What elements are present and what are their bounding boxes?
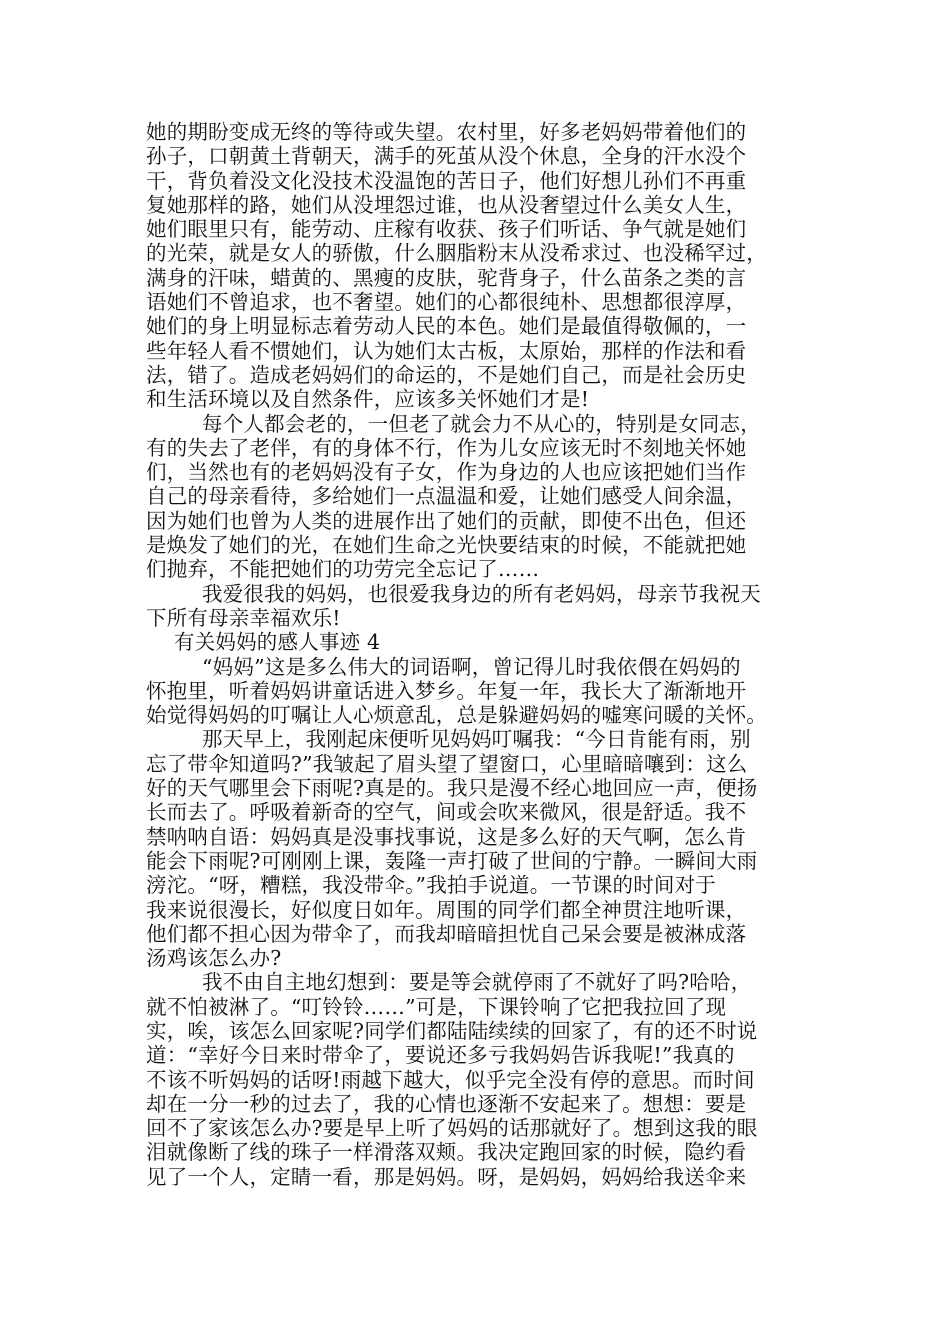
text-line: 始觉得妈妈的叮嘱让人心烦意乱，总是躲避妈妈的嘘寒问暖的关怀。: [146, 703, 767, 728]
paragraph: [146, 120, 826, 412]
text-line: 能会下雨呢?可刚刚上课，轰隆一声打破了世间的宁静。一瞬间大雨: [146, 848, 758, 873]
text-line: 他们都不担心因为带伞了，而我却暗暗担忧自己呆会要是被淋成落: [146, 921, 747, 946]
text-line: 们抛弃，不能把她们的功劳完全忘记了……: [146, 557, 540, 582]
text-line: 些年轻人看不惯她们，认为她们太古板，太原始，那样的作法和看: [146, 338, 747, 363]
text-line: 好的天气哪里会下雨呢?真是的。我只是漫不经心地回应一声，便扬: [146, 776, 758, 801]
text-line: 和生活环境以及自然条件，应该多关怀她们才是!: [146, 387, 590, 412]
text-line: 她的期盼变成无终的等待或失望。农村里，好多老妈妈带着他们的: [146, 120, 747, 144]
paragraph: [146, 970, 826, 1189]
text-line: 法，错了。造成老妈妈们的命运的，不是她们自己，而是社会历史: [146, 362, 747, 387]
text-line: 见了一个人，定睛一看，那是妈妈。呀，是妈妈，妈妈给我送伞来: [146, 1164, 747, 1189]
text-line: 她们眼里只有，能劳动、庄稼有收获、孩子们听话、争气就是她们: [146, 217, 747, 242]
text-line: 有关妈妈的感人事迹 4: [174, 630, 381, 655]
text-line: 我爱很我的妈妈，也很爱我身边的所有老妈妈，母亲节我祝天: [202, 581, 761, 606]
text-line: 不该不听妈妈的话呀!雨越下越大，似乎完全没有停的意思。而时间: [146, 1067, 755, 1092]
text-line: “妈妈”这是多么伟大的词语啊，曾记得儿时我依偎在妈妈的: [202, 654, 741, 679]
text-line: 她们的身上明显标志着劳动人民的本色。她们是最值得敬佩的，一: [146, 314, 747, 339]
paragraph: [146, 727, 826, 970]
paragraph: [146, 412, 826, 582]
text-line: 那天早上，我刚起床便听见妈妈叮嘱我：“今日肯能有雨，别: [202, 727, 751, 752]
text-line: 我不由自主地幻想到：要是等会就停雨了不就好了吗?哈哈，: [202, 970, 752, 995]
text-line: 每个人都会老的，一但老了就会力不从心的，特别是女同志，: [202, 411, 761, 436]
document-body: [146, 120, 826, 1189]
text-line: 忘了带伞知道吗?”我皱起了眉头望了望窗口，心里暗暗嚷到：这么: [146, 751, 748, 776]
text-line: 的光荣，就是女人的骄傲，什么胭脂粉末从没希求过、也没稀罕过，: [146, 241, 767, 266]
text-line: 怀抱里，听着妈妈讲童话进入梦乡。年复一年，我长大了渐渐地开: [146, 678, 747, 703]
text-line: 复她那样的路，她们从没埋怨过谁，也从没奢望过什么美女人生，: [146, 192, 747, 217]
text-line: 干，背负着没文化没技术没温饱的苦日子，他们好想儿孙们不再重: [146, 168, 747, 193]
text-line: 却在一分一秒的过去了，我的心情也逐渐不安起来了。想想：要是: [146, 1091, 747, 1116]
text-line: 回不了家该怎么办?要是早上听了妈妈的话那就好了。想到这我的眼: [146, 1116, 758, 1141]
paragraph: [146, 582, 826, 631]
text-line: 我来说很漫长，好似度日如年。周围的同学们都全神贯注地听课，: [146, 897, 747, 922]
text-line: 长而去了。呼吸着新奇的空气，间或会吹来微风，很是舒适。我不: [146, 800, 747, 825]
text-line: 下所有母亲幸福欢乐!: [146, 605, 341, 630]
text-line: 道：“幸好今日来时带伞了，要说还多亏我妈妈告诉我呢!”我真的: [146, 1043, 735, 1068]
text-line: 们，当然也有的老妈妈没有子女，作为身边的人也应该把她们当作: [146, 460, 747, 485]
text-line: 汤鸡该怎么办?: [146, 946, 282, 971]
text-line: 实，唉，该怎么回家呢?同学们都陆陆续续的回家了，有的还不时说: [146, 1018, 758, 1043]
section-heading: [146, 630, 826, 654]
text-line: 孙子，口朝黄土背朝天，满手的死茧从没个休息，全身的汗水没个: [146, 144, 747, 169]
text-line: 因为她们也曾为人类的进展作出了她们的贡献，即使不出色，但还: [146, 508, 747, 533]
text-line: 有的失去了老伴，有的身体不行，作为儿女应该无时不刻地关怀她: [146, 435, 747, 460]
text-line: 滂沱。“呀，糟糕，我没带伞。”我拍手说道。一节课的时间对于: [146, 873, 717, 898]
text-line: 就不怕被淋了。“叮铃铃……”可是，下课铃响了它把我拉回了现: [146, 994, 727, 1019]
text-line: 满身的汗味，蜡黄的、黑瘦的皮肤，驼背身子，什么苗条之类的言: [146, 265, 747, 290]
text-line: 语她们不曾追求，也不奢望。她们的心都很纯朴、思想都很淳厚，: [146, 290, 747, 315]
text-line: 泪就像断了线的珠子一样滑落双颊。我决定跑回家的时候，隐约看: [146, 1140, 747, 1165]
text-line: 是焕发了她们的光，在她们生命之光快要结束的时候，不能就把她: [146, 533, 747, 558]
text-line: 自己的母亲看待，多给她们一点温温和爱，让她们感受人间余温，: [146, 484, 747, 509]
text-line: 禁呐呐自语：妈妈真是没事找事说，这是多么好的天气啊，怎么肯: [146, 824, 747, 849]
paragraph: [146, 655, 826, 728]
